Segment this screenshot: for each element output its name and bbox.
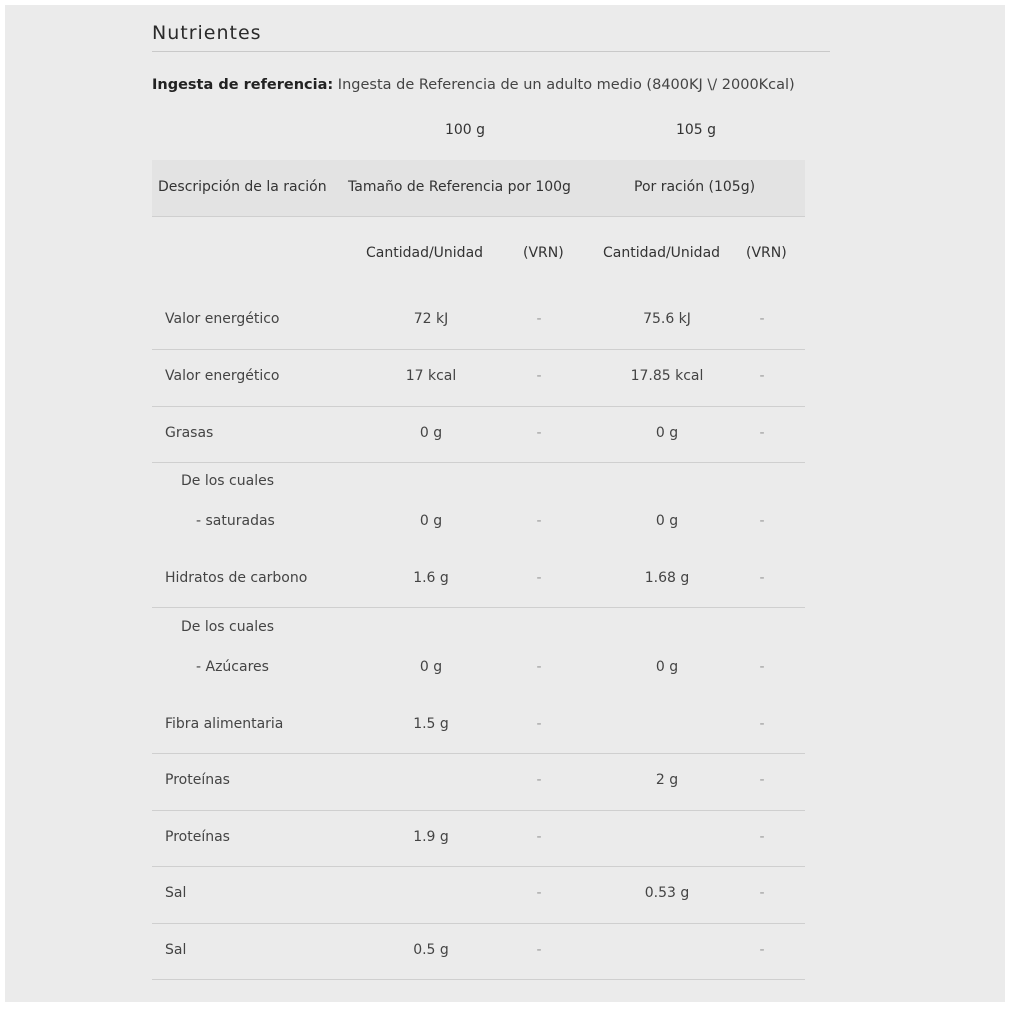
table-row bbox=[152, 502, 805, 542]
amount-unit-header-2: Cantidad/Unidad bbox=[603, 245, 721, 261]
amount-per-portion: 0.53 g bbox=[644, 885, 690, 901]
vrn-per-portion: - bbox=[759, 772, 765, 788]
table-row bbox=[152, 608, 805, 648]
amount-per-portion: 0 g bbox=[655, 659, 679, 675]
vrn-per-100g: - bbox=[536, 829, 542, 845]
table-row bbox=[152, 754, 805, 811]
vrn-per-portion: - bbox=[759, 716, 765, 732]
amount-per-portion: 75.6 kJ bbox=[643, 311, 691, 327]
portion-description-label: Descripción de la ración bbox=[158, 179, 327, 195]
vrn-per-100g: - bbox=[536, 716, 542, 732]
amount-per-portion: 1.68 g bbox=[644, 570, 690, 586]
nutrient-label: Valor energético bbox=[165, 368, 280, 384]
nutrient-label: Sal bbox=[165, 885, 187, 901]
table-row bbox=[152, 558, 805, 608]
vrn-per-100g: - bbox=[536, 368, 542, 384]
vrn-per-100g: - bbox=[536, 570, 542, 586]
amount-per-100g: 17 kcal bbox=[405, 368, 457, 384]
table-row bbox=[152, 349, 805, 407]
amount-per-100g: 1.5 g bbox=[413, 716, 449, 732]
vrn-per-100g: - bbox=[536, 513, 542, 529]
vrn-per-100g: - bbox=[536, 942, 542, 958]
nutrient-label: Proteínas bbox=[165, 829, 230, 845]
vrn-per-100g: - bbox=[536, 425, 542, 441]
nutrient-label: De los cuales bbox=[181, 473, 274, 489]
table-row bbox=[152, 292, 805, 350]
vrn-per-100g: - bbox=[536, 659, 542, 675]
table-row bbox=[152, 648, 805, 688]
vrn-per-portion: - bbox=[759, 311, 765, 327]
table-row bbox=[152, 923, 805, 980]
amount-per-100g: 0 g bbox=[419, 659, 443, 675]
nutrient-label: Grasas bbox=[165, 425, 214, 441]
vrn-header-2: (VRN) bbox=[746, 245, 787, 261]
reference-size-header: Tamaño de Referencia por 100g bbox=[348, 179, 571, 195]
vrn-per-portion: - bbox=[759, 368, 765, 384]
vrn-per-100g: - bbox=[536, 885, 542, 901]
amount-per-portion: 0 g bbox=[655, 513, 679, 529]
amount-per-100g: 0 g bbox=[419, 425, 443, 441]
amount-per-100g: 1.9 g bbox=[413, 829, 449, 845]
amount-unit-header-1: Cantidad/Unidad bbox=[366, 245, 484, 261]
table-row bbox=[152, 866, 805, 924]
table-row bbox=[152, 810, 805, 867]
amount-per-portion: 2 g bbox=[655, 772, 679, 788]
vrn-per-portion: - bbox=[759, 659, 765, 675]
vrn-per-portion: - bbox=[759, 513, 765, 529]
quantity-header-100g: 100 g bbox=[444, 122, 486, 138]
nutrient-label: - saturadas bbox=[196, 513, 275, 529]
table-row bbox=[152, 406, 805, 463]
nutrient-label: De los cuales bbox=[181, 619, 274, 635]
nutrient-label: Fibra alimentaria bbox=[165, 716, 284, 732]
quantity-header-105g: 105 g bbox=[675, 122, 717, 138]
nutrient-label: - Azúcares bbox=[196, 659, 269, 675]
table-row bbox=[152, 705, 805, 754]
vrn-per-portion: - bbox=[759, 425, 765, 441]
amount-per-portion: 17.85 kcal bbox=[630, 368, 704, 384]
amount-per-portion: 0 g bbox=[655, 425, 679, 441]
reference-intake-label: Ingesta de referencia: bbox=[152, 77, 334, 93]
amount-per-100g: 0.5 g bbox=[413, 942, 449, 958]
amount-per-100g: 0 g bbox=[419, 513, 443, 529]
portion-description-row bbox=[152, 160, 805, 217]
vrn-per-100g: - bbox=[536, 311, 542, 327]
vrn-per-portion: - bbox=[759, 885, 765, 901]
amount-per-100g: 72 kJ bbox=[413, 311, 449, 327]
title-divider bbox=[152, 51, 830, 52]
reference-intake-text: Ingesta de Referencia de un adulto medio (8400KJ \/ 2000Kcal) bbox=[333, 77, 795, 93]
amount-per-100g: 1.6 g bbox=[413, 570, 449, 586]
vrn-per-portion: - bbox=[759, 829, 765, 845]
vrn-per-100g: - bbox=[536, 772, 542, 788]
vrn-per-portion: - bbox=[759, 570, 765, 586]
nutrient-label: Hidratos de carbono bbox=[165, 570, 308, 586]
reference-intake bbox=[152, 77, 795, 93]
section-title: Nutrientes bbox=[152, 22, 262, 44]
vrn-header-1: (VRN) bbox=[523, 245, 564, 261]
vrn-per-portion: - bbox=[759, 942, 765, 958]
nutrient-label: Sal bbox=[165, 942, 187, 958]
nutrient-label: Proteínas bbox=[165, 772, 230, 788]
nutrient-label: Valor energético bbox=[165, 311, 280, 327]
table-row bbox=[152, 462, 805, 502]
per-portion-header: Por ración (105g) bbox=[634, 179, 756, 195]
